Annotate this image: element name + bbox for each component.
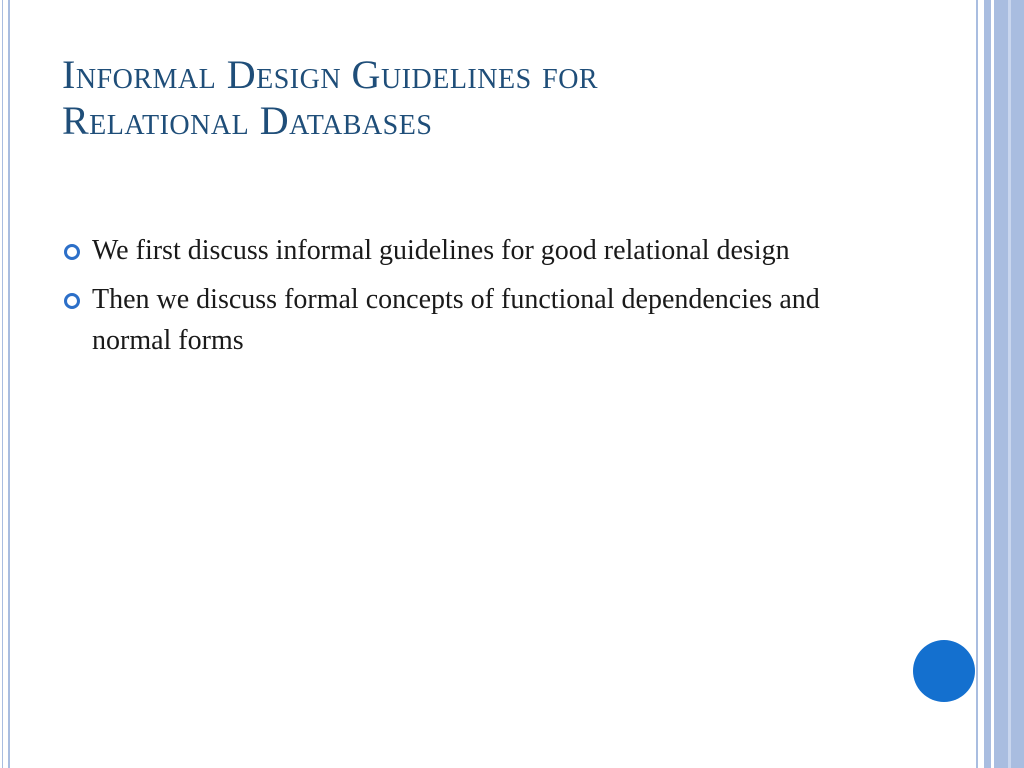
bullet-item [64,230,864,271]
left-frame-line-outer [2,0,3,768]
ring-bullet-icon [64,293,80,309]
right-frame-stripe [1011,0,1024,768]
bullet-text: Then we discuss formal concepts of functional dependencies and normal forms [92,284,820,356]
slide-title [62,52,942,144]
right-frame-stripe [984,0,991,768]
right-frame-stripe [976,0,978,768]
circle-decoration-icon [913,640,975,702]
slide-title-line: Informal Design Guidelines for [62,52,599,97]
ring-bullet-icon [64,244,80,260]
right-frame-stripe [994,0,1008,768]
bullet-list [64,230,864,369]
left-frame-line-inner [8,0,10,768]
bullet-item [64,279,864,361]
slide-title-line: Relational Databases [62,98,433,143]
bullet-text: We first discuss informal guidelines for good relational design [92,235,790,266]
